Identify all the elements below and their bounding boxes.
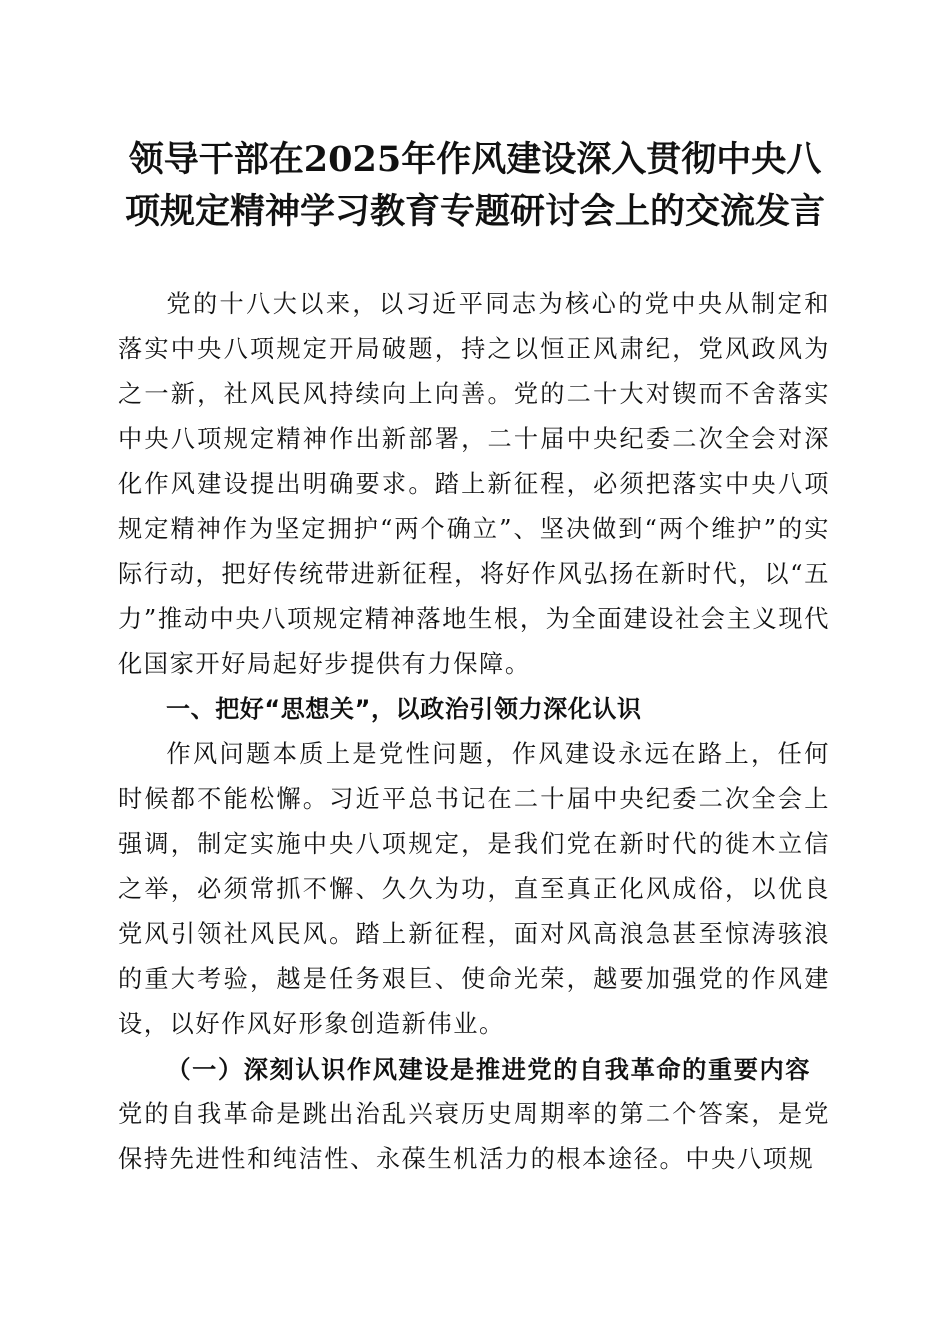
section-heading-1: 一、把好“思想关”，以政治引领力深化认识 [166, 695, 642, 723]
title-line-1: 领导干部在2025年作风建设深入贯彻中央八 [128, 139, 822, 180]
title-line-2: 项规定精神学习教育专题研讨会上的交流发言 [124, 191, 825, 232]
paragraph-intro: 党的十八大以来，以习近平同志为核心的党中央从制定和落实中央八项规定开局破题，持之以恒正风肃纪，党风政风为之一新，社风民风持续向上向善。党的二十大对锲而不舍落实中央八项规定精神作出新部署，二十届中央纪委二次全会对深化作风建设提出明确要求。踏上新征程，必须把落实中央八项规定精神作为坚定拥护“两个确立”、坚决做到“两个维护”的实际行动，把好传统带进新征程，将好作风弘扬在新时代，以“五力”推动中央八项规定精神落地生根，为全面建设社会主义现代化国家开好局起好步提供有力保障。 [118, 290, 830, 678]
paragraph-section1: 作风问题本质上是党性问题，作风建设永远在路上，任何时候都不能松懈。习近平总书记在二十届中央纪委二次全会上强调，制定实施中央八项规定，是我们党在新时代的徙木立信之举，必须常抓不懈、久久为功，直至真正化风成俗，以优良党风引领社风民风。踏上新征程，面对风高浪急甚至惊涛骇浪的重大考验，越是任务艰巨、使命光荣，越要加强党的作风建设，以好作风好形象创造新伟业。 [118, 740, 830, 1038]
subsection-heading-1: （一）深刻认识作风建设是推进党的自我革命的重要内容 [166, 1055, 812, 1084]
document-body [118, 282, 830, 1182]
paragraph-subsection1: 党的自我革命是跳出治乱兴衰历史周期率的第二个答案，是党保持先进性和纯洁性、永葆生机活力的根本途径。中央八项规 [118, 1100, 830, 1173]
document-title [100, 134, 850, 238]
